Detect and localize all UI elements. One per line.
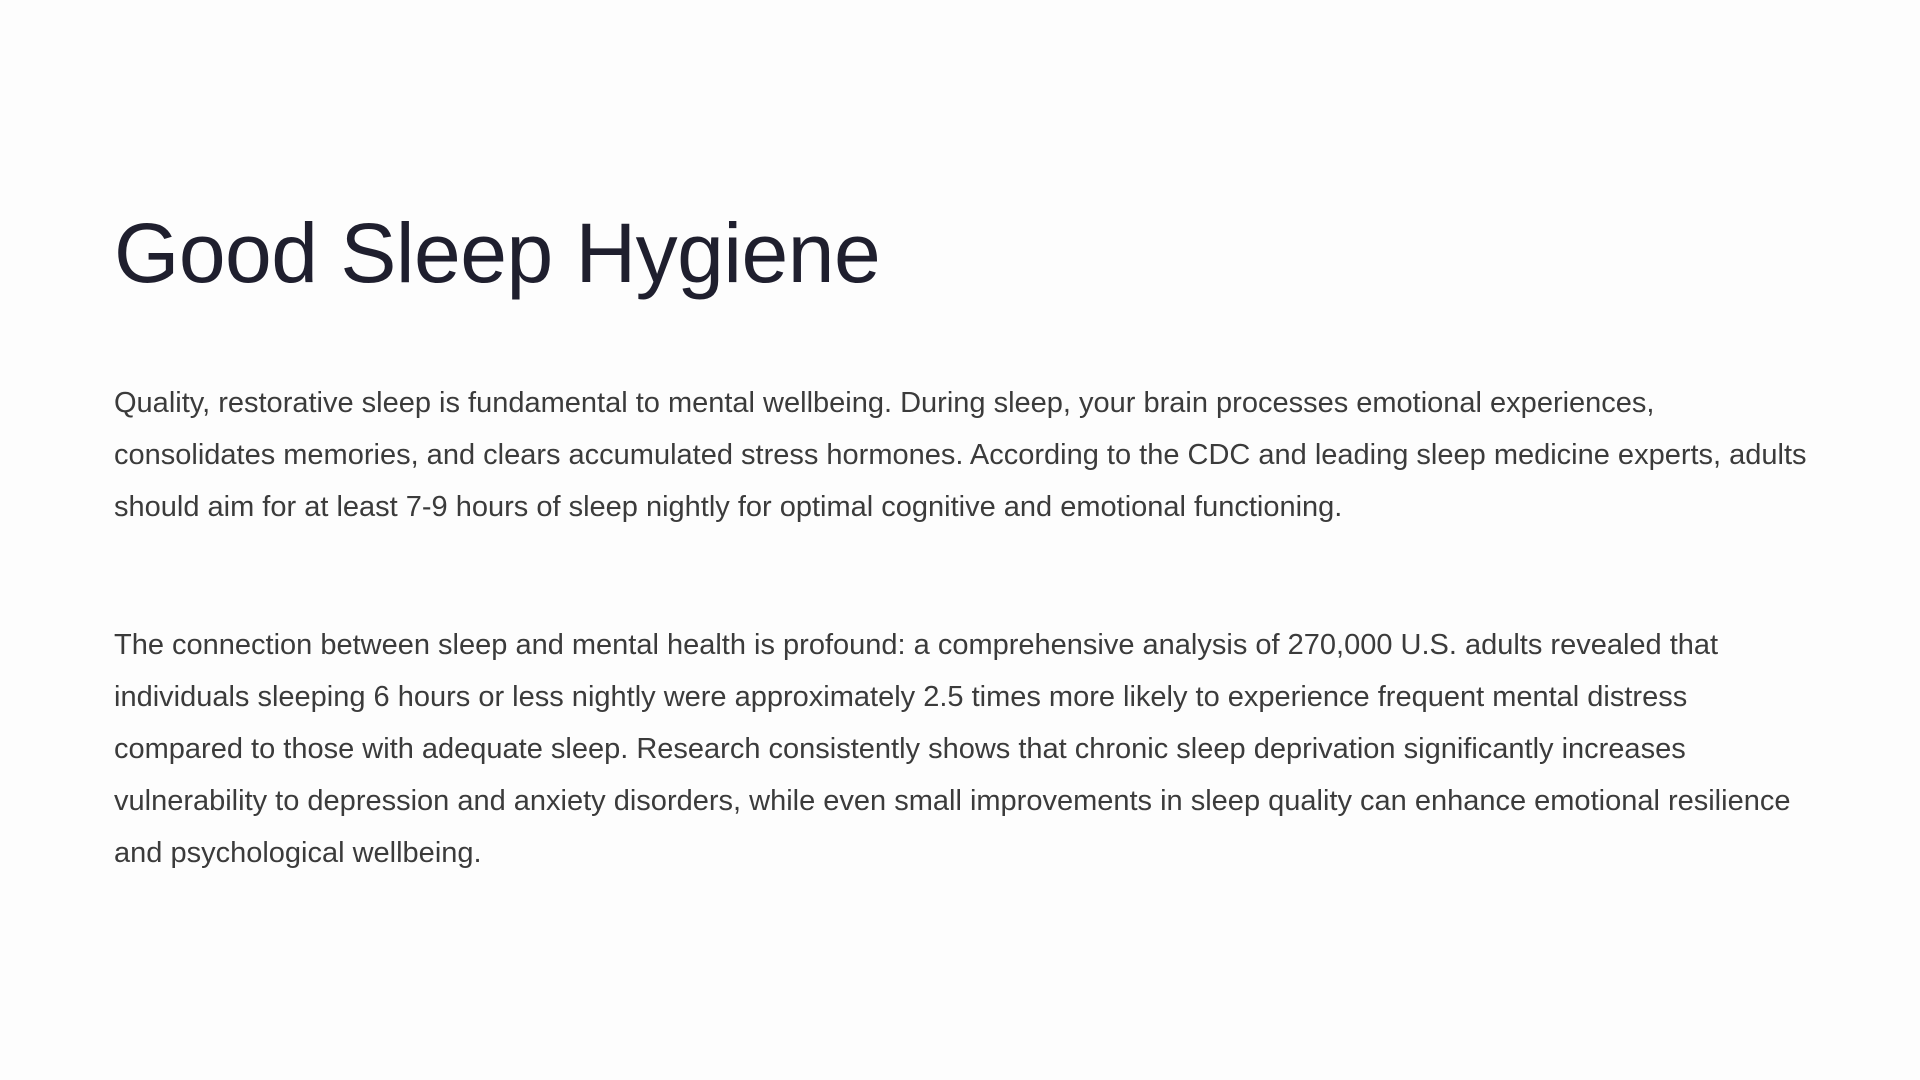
intro-paragraph: Quality, restorative sleep is fundamental to mental wellbeing. During sleep, your brain processes emotional experiences, consolidates memories, and clears accumulated stress hormones. According to the CDC and leading sleep medicine experts, adults should aim for at least 7-9 hours of sleep nightly for optimal cognitive and emotional functioning. — [114, 387, 1807, 523]
research-paragraph: The connection between sleep and mental health is profound: a comprehensive analysis of 270,000 U.S. adults revealed that individuals sleeping 6 hours or less nightly were approximately 2.5 times more likely to experience frequent mental distress compared to those with adequate sleep. Research consistently shows that chronic sleep deprivation significantly increases vulnerability to depression and anxiety disorders, while even small improvements in sleep quality can enhance emotional resilience and psychological wellbeing. — [114, 629, 1791, 869]
slide-content — [114, 205, 1814, 879]
slide-title: Good Sleep Hygiene — [114, 206, 881, 300]
